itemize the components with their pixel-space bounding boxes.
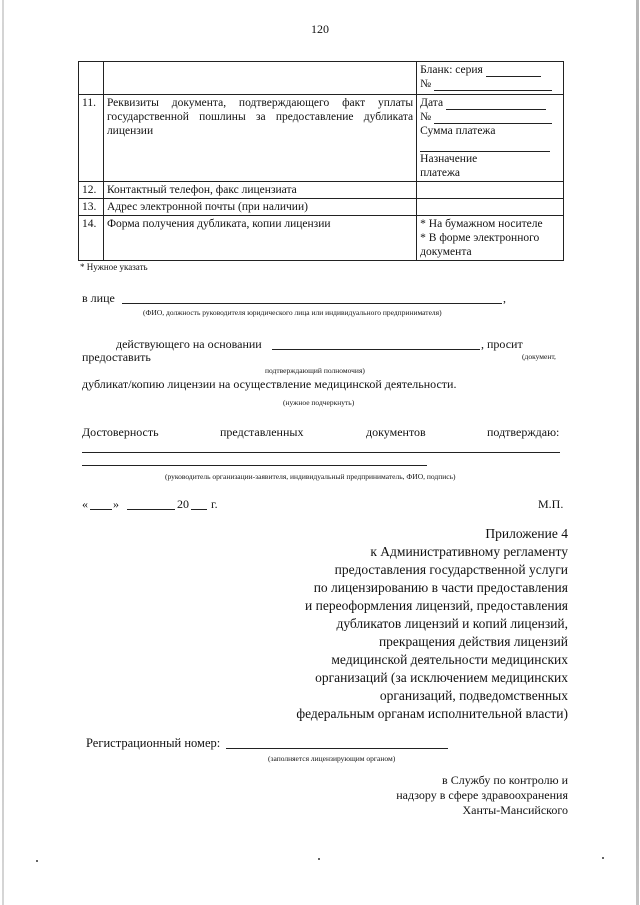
page-edge-right [636, 0, 639, 905]
receipt-form-cell [417, 216, 564, 261]
row-number: 12. [79, 182, 104, 199]
option-paper[interactable]: * На бумажном носителе [420, 218, 543, 230]
phone-value-cell[interactable] [417, 182, 564, 199]
row-desc: Контактный телефон, факс лицензиата [103, 182, 416, 199]
confirm-word-2: представленных [220, 425, 304, 439]
addressee-line: Ханты-Мансийского [462, 803, 568, 817]
acting-on-label: действующего на основании [116, 337, 262, 351]
date-line[interactable] [446, 98, 546, 110]
row-number: 13. [79, 199, 104, 216]
stamp-label: М.П. [538, 497, 564, 511]
number-label: № [420, 111, 432, 123]
row-number: 11. [79, 95, 104, 182]
registration-label: Регистрационный номер: [86, 736, 221, 750]
appendix-header [296, 525, 568, 723]
acting-on-line[interactable] [272, 349, 480, 350]
appendix-line: Приложение 4 [485, 526, 568, 541]
email-value-cell[interactable] [417, 199, 564, 216]
page-edge-left [2, 0, 4, 905]
appendix-line: федеральным органам исполнительной власти) [296, 706, 568, 721]
number-line[interactable] [434, 112, 552, 124]
row-desc-empty [103, 62, 416, 95]
table-row [79, 182, 564, 199]
table-row [79, 95, 564, 182]
year-suffix: г. [211, 497, 218, 511]
date-label: Дата [420, 97, 444, 109]
year-line[interactable] [191, 509, 207, 510]
row-number-empty [79, 62, 104, 95]
blank-number-line[interactable] [434, 79, 552, 91]
asks-text: , просит [481, 337, 523, 351]
in-person-comma: , [503, 291, 506, 305]
sum-line[interactable] [420, 140, 550, 152]
appendix-line: предоставления государственной услуги [334, 562, 568, 577]
confirm-line-2[interactable] [82, 465, 427, 466]
page-number: 120 [311, 22, 329, 36]
scan-speck [318, 858, 320, 860]
payment-details-cell [417, 95, 564, 182]
footnote: * Нужное указать [80, 262, 148, 272]
appendix-line: прекращения действия лицензий [378, 634, 568, 649]
confirm-word-4: подтверждаю: [487, 425, 560, 439]
authority-hint: подтверждающий полномочия) [265, 366, 365, 375]
row-desc: Реквизиты документа, подтверждающего факт уплаты государственной пошлины за предоставление дубликата лицензии [103, 95, 416, 182]
scan-speck [36, 860, 38, 862]
sum-label: Сумма платежа [420, 125, 496, 137]
duplicate-text: дубликат/копию лицензии на осуществление медицинской деятельности. [82, 377, 457, 391]
addressee-line: в Службу по контролю и [442, 773, 568, 787]
confirm-word-3: документов [366, 425, 426, 439]
application-table [78, 61, 564, 261]
table-row [79, 199, 564, 216]
confirm-line-1[interactable] [82, 452, 560, 453]
date-open-quote: « [82, 497, 88, 511]
addressee-block [396, 773, 568, 818]
appendix-line: организаций (за исключением медицинских [315, 670, 568, 685]
provide-text: предоставить [82, 350, 151, 364]
registration-line[interactable] [226, 748, 448, 749]
month-line[interactable] [127, 509, 175, 510]
appendix-line: медицинской деятельности медицинских [331, 652, 568, 667]
appendix-line: к Административному регламенту [370, 544, 568, 559]
underline-hint: (нужное подчеркнуть) [283, 398, 355, 407]
row-desc: Форма получения дубликата, копии лицензии [103, 216, 416, 261]
table-row [79, 62, 564, 95]
confirm-word-1: Достоверность [82, 425, 159, 439]
date-close-quote: » [113, 497, 119, 511]
in-person-hint: (ФИО, должность руководителя юридического лица или индивидуального предпринимателя) [143, 308, 442, 317]
year-prefix: 20 [177, 497, 189, 511]
day-line[interactable] [90, 509, 112, 510]
row-number: 14. [79, 216, 104, 261]
in-person-label: в лице [82, 291, 115, 305]
appendix-line: по лицензированию в части предоставления [313, 580, 568, 595]
addressee-line: надзору в сфере здравоохранения [396, 788, 568, 802]
appendix-line: дубликатов лицензий и копий лицензий, [336, 616, 568, 631]
signer-hint: (руководитель организации-заявителя, индивидуальный предприниматель, ФИО, подпись) [165, 472, 456, 481]
row-desc: Адрес электронной почты (при наличии) [103, 199, 416, 216]
blank-series-line[interactable] [486, 65, 541, 77]
document-hint: (документ, [522, 352, 556, 361]
appendix-line: и переоформления лицензий, предоставления [305, 598, 568, 613]
registration-hint: (заполняется лицензирующим органом) [268, 754, 396, 763]
in-person-line[interactable] [122, 303, 502, 304]
purpose-label: Назначение платежа [420, 153, 478, 179]
scan-speck [602, 857, 604, 859]
option-electronic[interactable]: * В форме электронного документа [420, 232, 540, 258]
appendix-line: организаций, подведомственных [379, 688, 568, 703]
table-row [79, 216, 564, 261]
blank-series-cell [417, 62, 564, 95]
blank-number-label: № [420, 78, 432, 90]
blank-series-label: Бланк: серия [420, 64, 483, 76]
